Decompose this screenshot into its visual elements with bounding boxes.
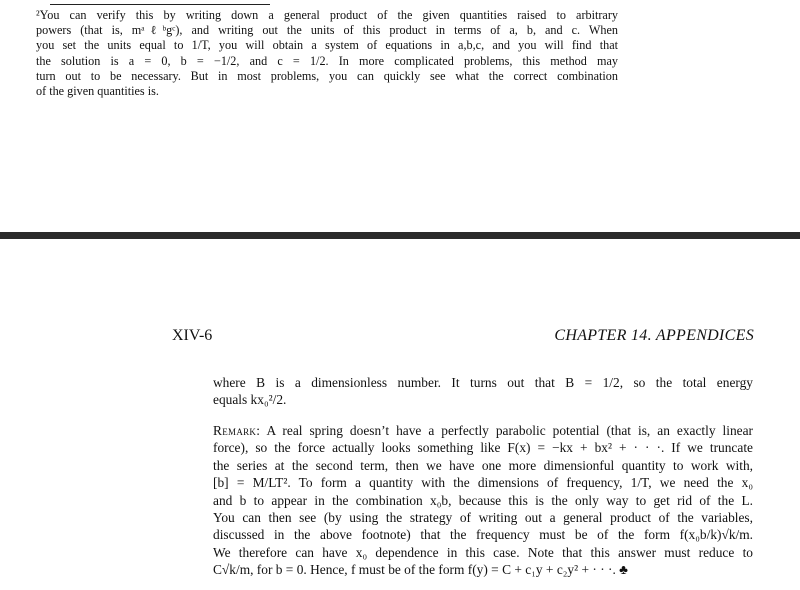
remark-paragraph xyxy=(213,422,753,579)
previous-page-bottom xyxy=(0,0,800,232)
page-separator xyxy=(0,232,800,239)
remark-label: Remark: xyxy=(213,423,261,438)
footnote xyxy=(36,8,618,99)
text-line: You can then see (by using the strategy of writing out a general product of the variables, xyxy=(213,510,753,526)
current-page xyxy=(0,239,800,590)
text-line: C√k/m, for b = 0. Hence, f must be of the form f(y) = C + c₁y + c₂y² + · · ·. ♣ xyxy=(213,562,628,578)
footnote-rule xyxy=(50,4,270,5)
text-line: and b to appear in the combination x₀b, because this is the only way to get rid of the L. xyxy=(213,492,753,508)
footnote-line: powers (that is, mᵃℓᵇgᶜ), and writing out the units of this product in terms of a, b, and c. When xyxy=(36,23,618,38)
footnote-line: turn out to be necessary. But in most problems, you can quickly see what the correct combination xyxy=(36,68,618,83)
text-line xyxy=(213,422,753,439)
page-number: XIV-6 xyxy=(172,327,213,344)
text-line: the series at the second term, then we have one more dimensionful quantity to work with, xyxy=(213,457,753,473)
text-line: discussed in the above footnote) that the frequency must be of the form f(x₀b/k)√k/m. xyxy=(213,527,753,543)
text-line: [b] = M/LT². To form a quantity with the dimensions of frequency, 1/T, we need the x₀ xyxy=(213,475,753,491)
footnote-line: the solution is a = 0, b = −1/2, and c = 1/2. In more complicated problems, this method may xyxy=(36,53,618,68)
footnote-line: of the given quantities is. xyxy=(36,84,159,99)
text-line: We therefore can have x₀ dependence in this case. Note that this answer must reduce to xyxy=(213,544,753,560)
footnote-line: you set the units equal to 1/T, you will obtain a system of equations in a,b,c, and you will find that xyxy=(36,38,618,53)
running-header: CHAPTER 14. APPENDICES xyxy=(554,327,754,344)
text-line: equals kx₀²/2. xyxy=(213,392,287,408)
remark-first-line: A real spring doesn’t have a perfectly parabolic potential (that is, an exactly linear xyxy=(266,423,753,438)
text-line: where B is a dimensionless number. It turns out that B = 1/2, so the total energy xyxy=(213,375,753,390)
text-line: force), so the force actually looks something like F(x) = −kx + bx² + · · ·. If we truncate xyxy=(213,440,753,456)
paragraph-energy xyxy=(213,374,753,409)
footnote-line: ²You can verify this by writing down a general product of the given quantities raised to arbitrary xyxy=(36,8,618,22)
